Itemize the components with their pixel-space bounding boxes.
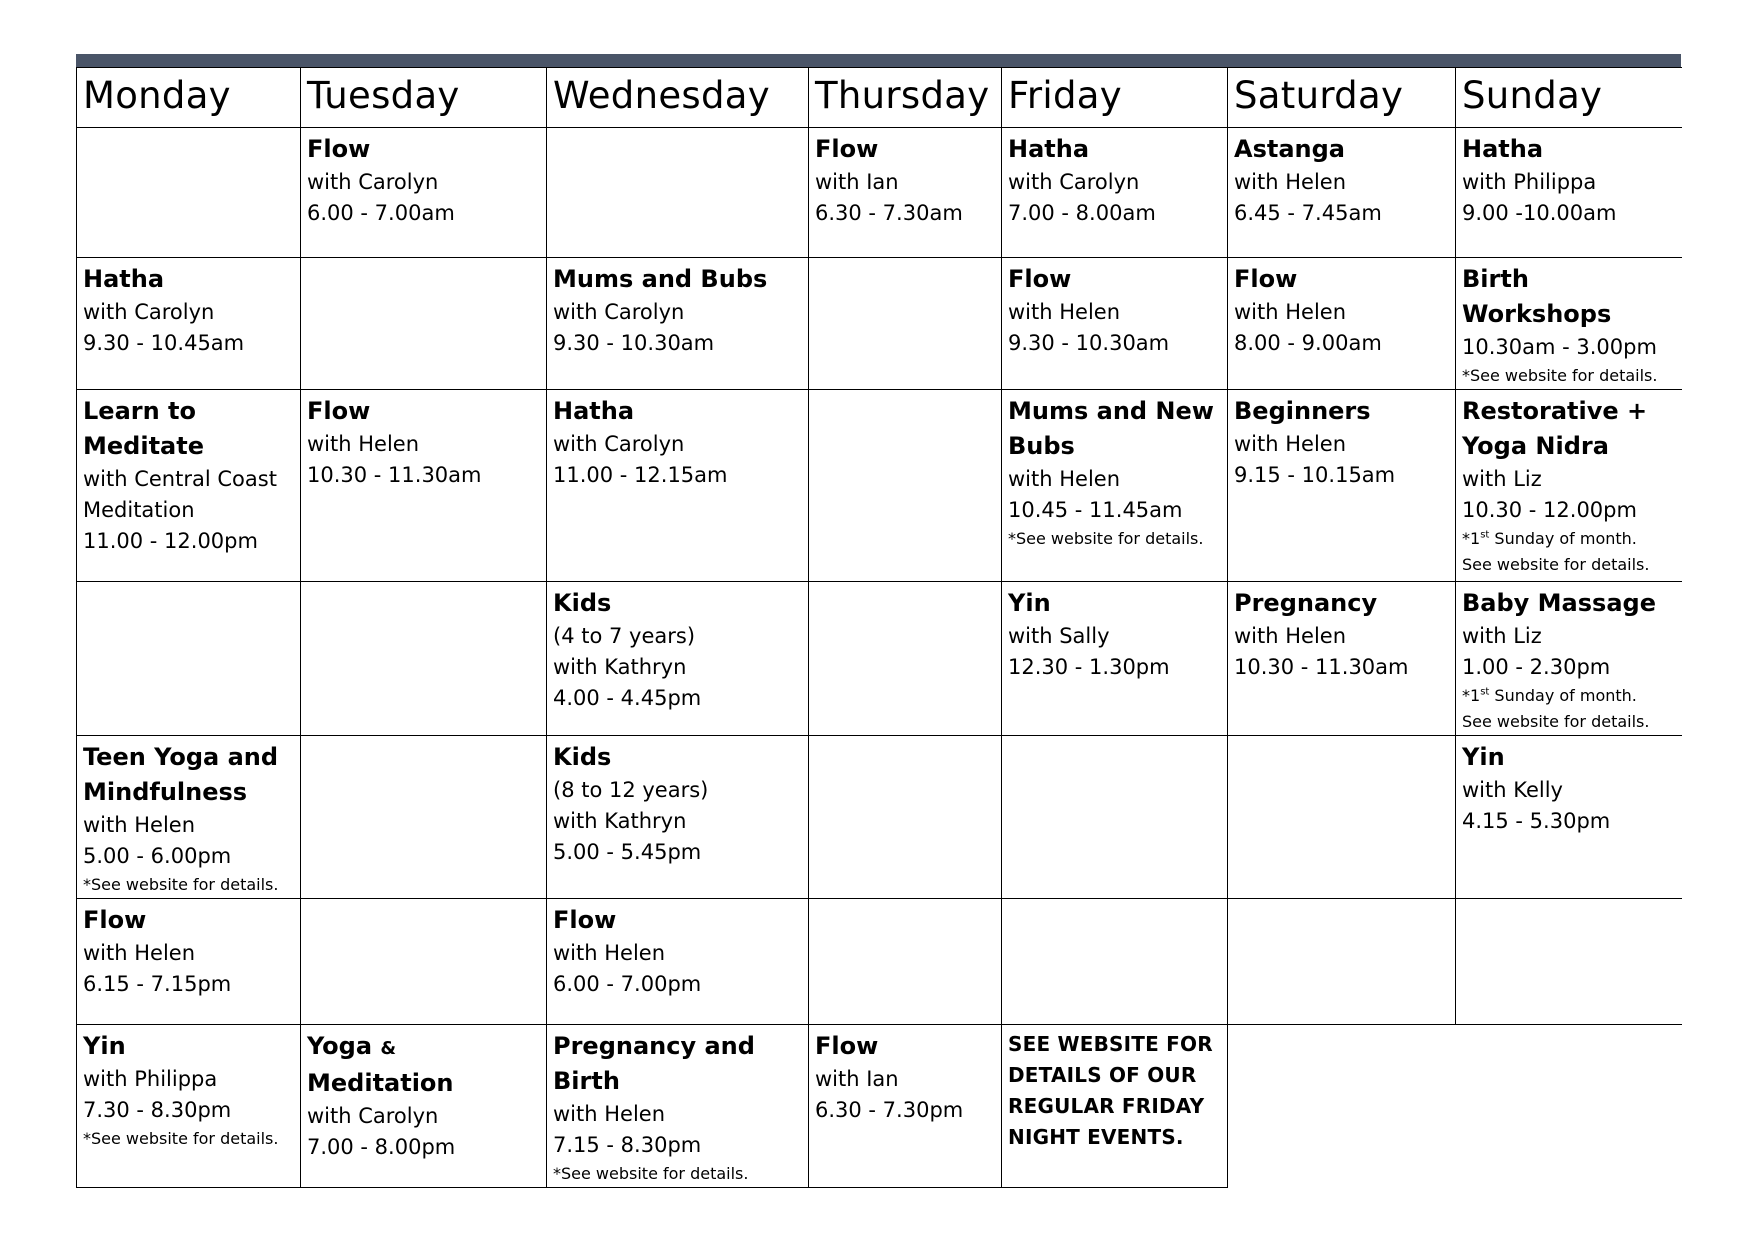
- day-header-row: [77, 68, 1682, 128]
- class-slot: [547, 258, 809, 390]
- class-slot-empty: [77, 582, 301, 736]
- class-slot: [809, 128, 1002, 258]
- class-time: 10.30 - 11.30am: [1234, 655, 1409, 679]
- class-time: 11.00 - 12.00pm: [83, 529, 258, 553]
- class-slot: [1002, 258, 1228, 390]
- class-slot: [547, 899, 809, 1025]
- class-slot: [301, 1025, 547, 1188]
- class-time: 9.00 -10.00am: [1462, 201, 1617, 225]
- class-slot-empty: [547, 128, 809, 258]
- class-slot: [1456, 128, 1682, 258]
- class-title: Hatha: [553, 397, 635, 425]
- day-header-monday: Monday: [77, 68, 301, 128]
- class-instructor: with Carolyn: [1008, 170, 1140, 194]
- class-slot-empty: [301, 736, 547, 899]
- class-slot-empty: [301, 258, 547, 390]
- class-title: Restorative + Yoga Nidra: [1462, 397, 1648, 460]
- class-title: Pregnancy: [1234, 589, 1378, 617]
- class-slot-empty: [1228, 736, 1456, 899]
- weekly-timetable: [76, 67, 1682, 1188]
- class-slot-empty: [1456, 899, 1682, 1025]
- day-header-thursday: Thursday: [809, 68, 1002, 128]
- class-instructor: with Liz: [1462, 624, 1542, 648]
- class-slot: [1456, 390, 1682, 582]
- class-time: 4.00 - 4.45pm: [553, 686, 702, 710]
- day-header-tuesday: Tuesday: [301, 68, 547, 128]
- class-slot: [77, 736, 301, 899]
- class-time: 6.30 - 7.30pm: [815, 1098, 964, 1122]
- class-slot: [1456, 736, 1682, 899]
- class-slot: [1228, 582, 1456, 736]
- class-time: 5.00 - 6.00pm: [83, 844, 232, 868]
- class-time: 8.00 - 9.00am: [1234, 331, 1382, 355]
- class-slot: [77, 258, 301, 390]
- class-slot: [547, 1025, 809, 1188]
- class-slot-empty: [301, 899, 547, 1025]
- class-time: 6.30 - 7.30am: [815, 201, 963, 225]
- class-instructor: with Helen: [307, 432, 420, 456]
- class-instructor: with Helen: [553, 941, 666, 965]
- class-time: 9.30 - 10.45am: [83, 331, 245, 355]
- class-title: Hatha: [83, 265, 165, 293]
- class-time: 6.45 - 7.45am: [1234, 201, 1382, 225]
- class-title: Learn to Meditate: [83, 397, 204, 460]
- class-instructor: with Helen: [83, 813, 196, 837]
- class-instructor: with Helen: [553, 1102, 666, 1126]
- timetable-row: [77, 582, 1682, 736]
- class-title: Baby Massage: [1462, 589, 1656, 617]
- friday-events-notice: [1002, 1025, 1228, 1188]
- class-slot-empty: [77, 128, 301, 258]
- header-accent-bar: [76, 54, 1681, 68]
- class-time: 10.30am - 3.00pm: [1462, 335, 1657, 359]
- class-slot: [1456, 258, 1682, 390]
- class-slot-empty: [809, 390, 1002, 582]
- class-slot: [1228, 128, 1456, 258]
- class-slot-empty: [809, 258, 1002, 390]
- class-note: *1st Sunday of month.: [1462, 529, 1637, 548]
- class-slot: [547, 582, 809, 736]
- class-instructor: with Helen: [83, 941, 196, 965]
- class-instructor: with Philippa: [83, 1067, 218, 1091]
- events-line: REGULAR FRIDAY: [1008, 1094, 1205, 1118]
- class-instructor: with Carolyn: [553, 300, 685, 324]
- class-title: Flow: [815, 135, 879, 163]
- class-age-range: (8 to 12 years): [553, 778, 709, 802]
- class-slot: [1002, 128, 1228, 258]
- class-title: Teen Yoga and Mindfulness: [83, 743, 279, 806]
- class-slot-empty: [809, 899, 1002, 1025]
- class-instructor: with Liz: [1462, 467, 1542, 491]
- class-instructor: with Philippa: [1462, 170, 1597, 194]
- class-title: Flow: [553, 906, 617, 934]
- class-instructor: with Helen: [1234, 432, 1347, 456]
- class-title: Beginners: [1234, 397, 1371, 425]
- class-time: 7.00 - 8.00am: [1008, 201, 1156, 225]
- class-instructor: with Carolyn: [83, 300, 215, 324]
- class-note: *See website for details.: [553, 1164, 749, 1183]
- class-slot: [547, 736, 809, 899]
- class-note: *See website for details.: [1462, 366, 1658, 385]
- class-slot-empty: [301, 582, 547, 736]
- class-time: 1.00 - 2.30pm: [1462, 655, 1611, 679]
- class-time: 7.15 - 8.30pm: [553, 1133, 702, 1157]
- blank-area: [1228, 1025, 1456, 1188]
- timetable-row: [77, 390, 1682, 582]
- class-time: 9.30 - 10.30am: [1008, 331, 1170, 355]
- class-slot-empty: [809, 736, 1002, 899]
- class-title: Flow: [1008, 265, 1072, 293]
- class-time: 7.30 - 8.30pm: [83, 1098, 232, 1122]
- class-title: Kids: [553, 743, 612, 771]
- class-instructor: with Helen: [1008, 300, 1121, 324]
- class-title: Hatha: [1462, 135, 1544, 163]
- class-title: Mums and New Bubs: [1008, 397, 1214, 460]
- class-instructor: with Carolyn: [307, 170, 439, 194]
- class-slot: [1456, 582, 1682, 736]
- class-title: Flow: [83, 906, 147, 934]
- day-header-saturday: Saturday: [1228, 68, 1456, 128]
- class-instructor: with Carolyn: [553, 432, 685, 456]
- class-title: Astanga: [1234, 135, 1345, 163]
- day-header-wednesday: Wednesday: [547, 68, 809, 128]
- events-line: DETAILS OF OUR: [1008, 1063, 1197, 1087]
- class-slot: [1002, 582, 1228, 736]
- class-time: 6.00 - 7.00pm: [553, 972, 702, 996]
- class-instructor: with Ian: [815, 170, 899, 194]
- class-title: Flow: [307, 397, 371, 425]
- class-time: 9.30 - 10.30am: [553, 331, 715, 355]
- class-instructor: with Carolyn: [307, 1104, 439, 1128]
- class-slot: [1228, 390, 1456, 582]
- class-title: Hatha: [1008, 135, 1090, 163]
- timetable-row: [77, 128, 1682, 258]
- class-time: 11.00 - 12.15am: [553, 463, 728, 487]
- class-time: 10.30 - 11.30am: [307, 463, 482, 487]
- class-slot: [77, 1025, 301, 1188]
- class-title: Mums and Bubs: [553, 265, 768, 293]
- class-title: Yin: [1008, 589, 1051, 617]
- class-title: Flow: [1234, 265, 1298, 293]
- class-slot: [547, 390, 809, 582]
- class-time: 6.00 - 7.00am: [307, 201, 455, 225]
- class-age-range: (4 to 7 years): [553, 624, 696, 648]
- class-instructor: with Kathryn: [553, 809, 687, 833]
- class-slot-empty: [1002, 899, 1228, 1025]
- class-title: Flow: [815, 1032, 879, 1060]
- class-note-line2: See website for details.: [1462, 712, 1650, 731]
- class-title: Flow: [307, 135, 371, 163]
- class-time: 10.30 - 12.00pm: [1462, 498, 1637, 522]
- class-instructor: with Kelly: [1462, 778, 1563, 802]
- timetable-row: [77, 1025, 1682, 1188]
- events-line: NIGHT EVENTS.: [1008, 1125, 1184, 1149]
- class-time: 5.00 - 5.45pm: [553, 840, 702, 864]
- class-slot: [1002, 390, 1228, 582]
- class-slot: [809, 1025, 1002, 1188]
- class-instructor: with Central Coast Meditation: [83, 467, 277, 522]
- day-header-sunday: Sunday: [1456, 68, 1682, 128]
- timetable-row: [77, 899, 1682, 1025]
- class-note: *See website for details.: [83, 875, 279, 894]
- class-instructor: with Helen: [1234, 170, 1347, 194]
- class-slot: [77, 899, 301, 1025]
- class-title: Yin: [83, 1032, 126, 1060]
- class-note: *See website for details.: [83, 1129, 279, 1148]
- class-slot: [301, 128, 547, 258]
- class-title: Kids: [553, 589, 612, 617]
- class-instructor: with Helen: [1008, 467, 1121, 491]
- class-title: Pregnancy and Birth: [553, 1032, 755, 1095]
- class-time: 12.30 - 1.30pm: [1008, 655, 1170, 679]
- class-slot-empty: [809, 582, 1002, 736]
- events-line: SEE WEBSITE FOR: [1008, 1032, 1213, 1056]
- class-note: *See website for details.: [1008, 529, 1204, 548]
- class-slot: [77, 390, 301, 582]
- class-time: 7.00 - 8.00pm: [307, 1135, 456, 1159]
- class-slot-empty: [1002, 736, 1228, 899]
- timetable-row: [77, 258, 1682, 390]
- class-time: 10.45 - 11.45am: [1008, 498, 1183, 522]
- class-time: 4.15 - 5.30pm: [1462, 809, 1611, 833]
- class-note-line2: See website for details.: [1462, 555, 1650, 574]
- class-instructor: with Ian: [815, 1067, 899, 1091]
- class-instructor: with Sally: [1008, 624, 1110, 648]
- class-slot: [301, 390, 547, 582]
- class-note: *1st Sunday of month.: [1462, 686, 1637, 705]
- day-header-friday: Friday: [1002, 68, 1228, 128]
- class-title: Yin: [1462, 743, 1505, 771]
- blank-area: [1456, 1025, 1682, 1188]
- class-time: 9.15 - 10.15am: [1234, 463, 1396, 487]
- class-title: Yoga & Meditation: [307, 1032, 454, 1097]
- class-instructor: with Helen: [1234, 624, 1347, 648]
- timetable-row: [77, 736, 1682, 899]
- class-instructor: with Helen: [1234, 300, 1347, 324]
- class-slot: [1228, 258, 1456, 390]
- class-title: Birth Workshops: [1462, 265, 1612, 328]
- class-instructor: with Kathryn: [553, 655, 687, 679]
- class-slot-empty: [1228, 899, 1456, 1025]
- class-time: 6.15 - 7.15pm: [83, 972, 232, 996]
